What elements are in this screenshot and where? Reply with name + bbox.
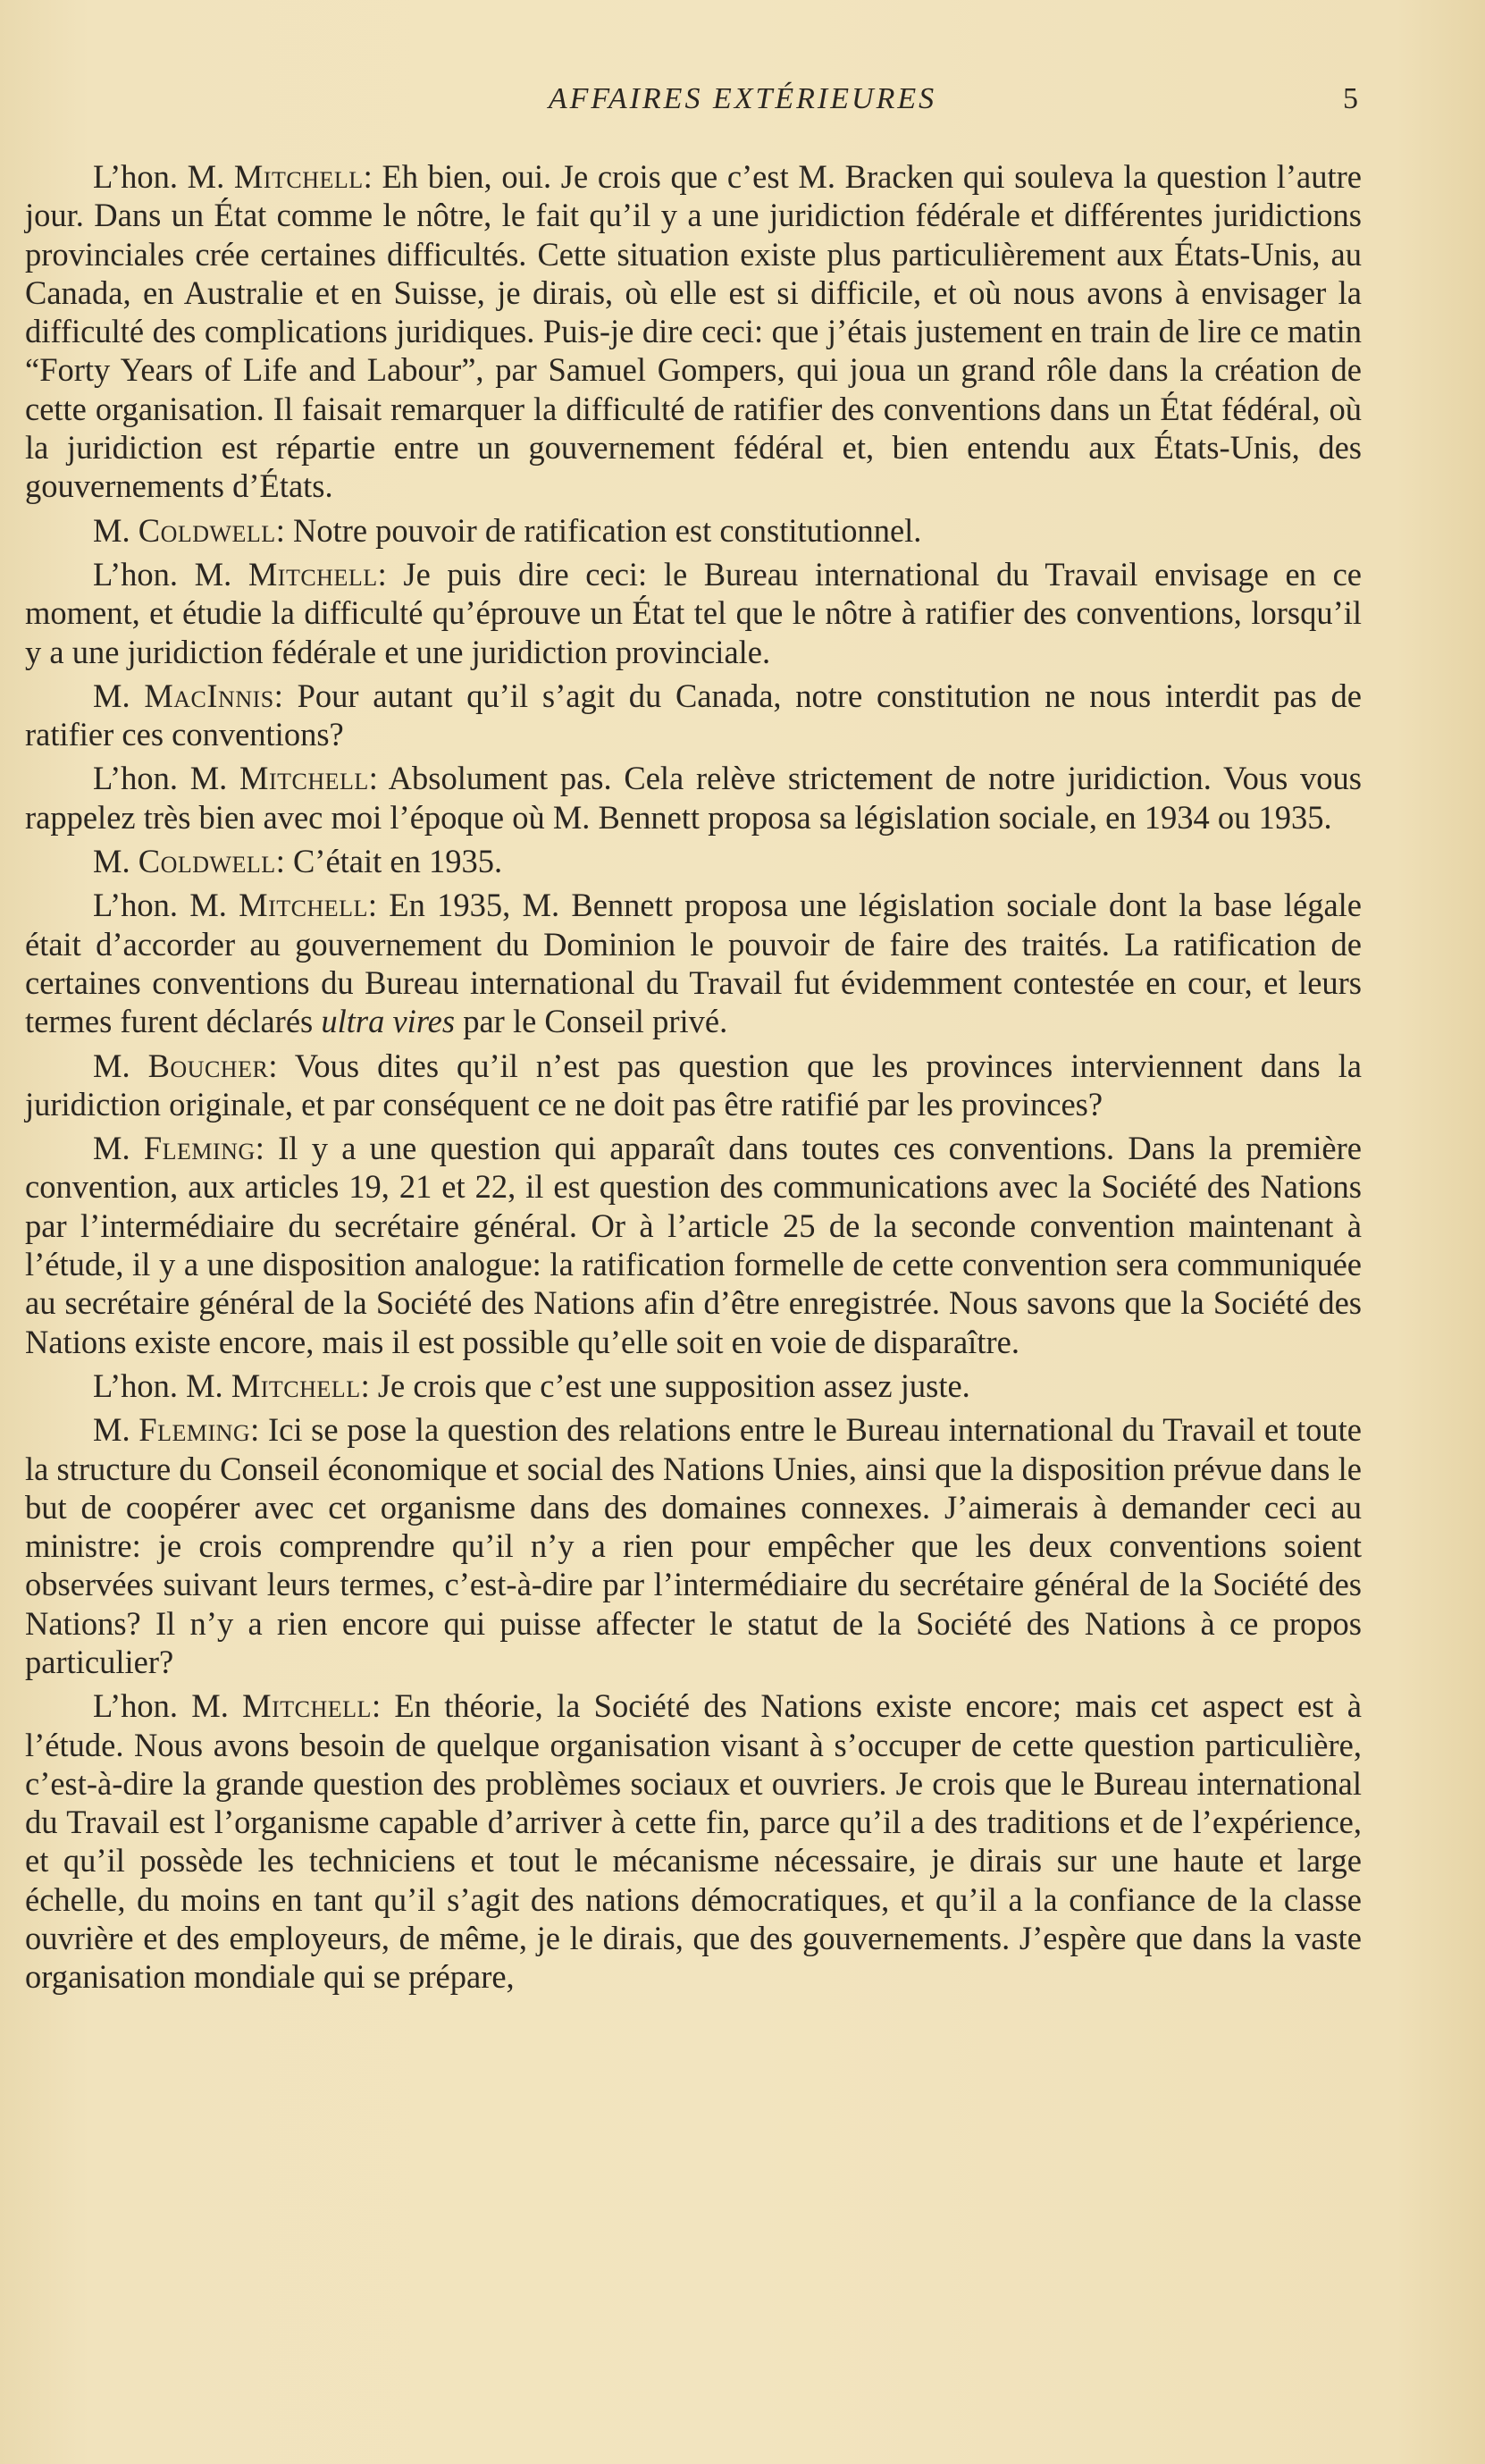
speech-text: : Je puis dire ceci: le Bureau international du Travail envisage en ce moment, et étudie la difficulté qu’éprouve un État tel que le nôtre à ratifier des conventions, lorsqu’il y a une juridiction fédérale et une juridiction provinciale.: [25, 555, 1362, 670]
paragraph: [25, 555, 1362, 671]
speaker-name: Boucher: [147, 1047, 269, 1084]
speaker-name: Coldwell: [138, 843, 276, 880]
emphasis-text: ultra vires: [321, 1003, 456, 1040]
speech-text: : En 1935, M. Bennett proposa une législation sociale dont la base légale était d’accorder au gouvernement du Dominion le pouvoir de faire des traités. La ratification de certaines conventions du Bureau international du Travail fut évidemment contestée en cour, et leurs termes furent déclarés: [25, 887, 1362, 1040]
speaker-prefix: M.: [93, 511, 138, 549]
paragraph: [25, 886, 1362, 1040]
speaker-name: Mitchell: [248, 555, 378, 593]
speaker-prefix: M.: [93, 843, 138, 880]
speaker-name: Mitchell: [242, 1687, 372, 1725]
speech-text: : Ici se pose la question des relations entre le Bureau international du Travail et toute la structure du Conseil économique et social des Nations Unies, ainsi que la disposition prévue dans le but de coopérer avec cet organisme dans des domaines connexes. J’aimerais à demander ceci au ministre: je crois comprendre qu’il n’y a rien pour empêcher que les deux conventions soient observées suivant leurs termes, c’est-à-dire par l’intermédiaire du secrétaire général de la Société des Nations? Il n’y a rien encore qui puisse affecter le statut de la Société des Nations à ce propos particulier?: [25, 1411, 1362, 1680]
speech-text: : Il y a une question qui apparaît dans toutes ces conventions. Dans la première convention, aux articles 19, 21 et 22, il est question des communications avec la Société des Nations par l’intermédiaire du secrétaire général. Or à l’article 25 de la seconde convention maintenant à l’étude, il y a une disposition analogue: la ratification formelle de cette convention sera communiquée au secrétaire général de la Société des Nations afin d’être enregistrée. Nous savons que la Société des Nations existe encore, mais il est possible qu’elle soit en voie de disparaître.: [25, 1130, 1362, 1360]
paragraph: [25, 677, 1362, 754]
speech-text: : C’était en 1935.: [275, 843, 503, 880]
speaker-prefix: L’hon. M.: [93, 887, 239, 924]
speaker-prefix: M.: [93, 1130, 144, 1167]
speaker-name: Mitchell: [239, 760, 369, 797]
speaker-prefix: L’hon. M.: [93, 1687, 243, 1725]
speech-text: : Je crois que c’est une supposition assez juste.: [360, 1367, 970, 1404]
speaker-prefix: L’hon. M.: [93, 158, 234, 195]
speech-text: : En théorie, la Société des Nations existe encore; mais cet aspect est à l’étude. Nous avons besoin de quelque organisation visant à s’occuper de cette question particulière, c’est-à-dire la grande question des problèmes sociaux et ouvriers. Je crois que le Bureau international du Travail est l’organisme capable d’arriver à cette fin, parce qu’il a des traditions et de l’expérience, et qu’il possède les techniciens et tout le mécanisme nécessaire, je dirais sur une haute et large échelle, du moins en tant qu’il s’agit des nations démocratiques, et qu’il a la confiance de la classe ouvrière et des employeurs, de même, je le dirais, que des gouvernements. J’espère que dans la vaste organisation mondiale qui se prépare,: [25, 1687, 1362, 1996]
paragraph: [25, 759, 1362, 837]
speaker-name: Mitchell: [233, 158, 364, 195]
speaker-name: Coldwell: [138, 511, 276, 549]
speaker-name: Mitchell: [239, 887, 368, 924]
paragraph: [25, 1129, 1362, 1361]
paragraph: [25, 842, 1362, 880]
speaker-name: Fleming: [138, 1411, 251, 1449]
speaker-prefix: M.: [93, 1047, 148, 1084]
paragraph: [25, 1367, 1362, 1405]
speech-text-continued: par le Conseil privé.: [455, 1003, 728, 1040]
speaker-prefix: L’hon. M.: [93, 1367, 231, 1404]
speaker-prefix: M.: [93, 1411, 139, 1449]
page-number: 5: [1343, 82, 1358, 115]
speech-text: : Eh bien, oui. Je crois que c’est M. Bracken qui souleva la question l’autre jour. Dans un État comme le nôtre, le fait qu’il y a une juridiction fédérale et différentes juridictions provinciales crée certaines difficultés. Cette situation existe plus particulièrement aux États-Unis, au Canada, en Australie et en Suisse, je dirais, où elle est si difficile, et où nous avons à envisager la difficulté des complications juridiques. Puis-je dire ceci: que j’étais justement en train de lire ce matin “Forty Years of Life and Labour”, par Samuel Gompers, qui joua un grand rôle dans la création de cette organisation. Il faisait remarquer la difficulté de ratifier des conventions dans un État fédéral, où la juridiction est répartie entre un gouvernement fédéral et, bien entendu aux États-Unis, des gouvernements d’États.: [25, 158, 1362, 505]
speaker-name: MacInnis: [144, 677, 274, 714]
running-title: AFFAIRES EXTÉRIEURES: [548, 82, 937, 115]
speaker-prefix: L’hon. M.: [93, 760, 240, 797]
paragraph: [25, 157, 1362, 506]
speaker-name: Mitchell: [231, 1367, 361, 1404]
body-text: [25, 157, 1362, 1997]
paragraph: [25, 511, 1362, 550]
paragraph: [25, 1047, 1362, 1124]
speech-text: : Notre pouvoir de ratification est constitutionnel.: [275, 511, 922, 549]
speaker-name: Fleming: [143, 1130, 256, 1167]
page-header: [0, 82, 1485, 127]
speech-text: : Pour autant qu’il s’agit du Canada, notre constitution ne nous interdit pas de ratifier ces conventions?: [25, 677, 1362, 753]
speaker-prefix: M.: [93, 677, 145, 714]
paragraph: [25, 1686, 1362, 1996]
speaker-prefix: L’hon. M.: [93, 555, 248, 593]
speech-text: : Vous dites qu’il n’est pas question que les provinces interviennent dans la juridiction originale, et par conséquent ce ne doit pas être ratifié par les provinces?: [25, 1047, 1362, 1123]
speech-text: : Absolument pas. Cela relève strictement de notre juridiction. Vous vous rappelez très bien avec moi l’époque où M. Bennett proposa sa législation sociale, en 1934 ou 1935.: [25, 760, 1362, 836]
paragraph: [25, 1410, 1362, 1681]
